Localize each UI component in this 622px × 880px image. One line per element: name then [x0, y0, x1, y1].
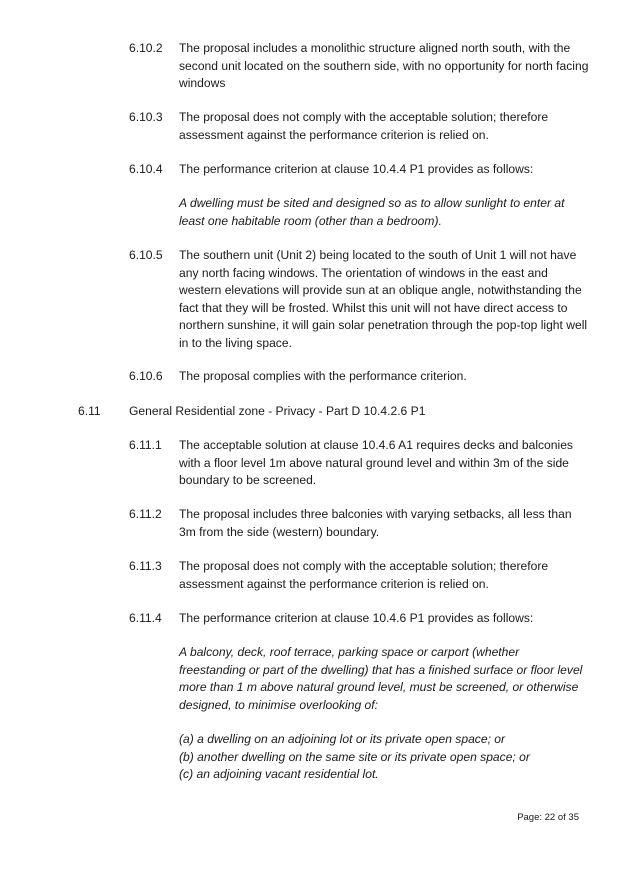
- paragraph-6-10-5: [129, 247, 589, 352]
- paragraph-6-10-2: [129, 40, 589, 93]
- paragraph-number: 6.11.1: [129, 438, 162, 452]
- quoted-criterion-list: [179, 731, 589, 784]
- paragraph-6-11-3: [129, 558, 589, 593]
- paragraph-number: 6.10.4: [129, 162, 163, 176]
- paragraph-6-11-2: [129, 506, 589, 541]
- paragraph-text: The performance criterion at clause 10.4.4 P1 provides as follows:: [179, 162, 534, 176]
- paragraph-text: The proposal includes a monolithic structure aligned north south, with the second unit located on the southern side, with no opportunity for north facing windows: [179, 41, 589, 90]
- paragraph-number: 6.10.2: [129, 41, 163, 55]
- quote-list-item: (a) a dwelling on an adjoining lot or its private open space; or: [179, 732, 506, 746]
- page-number-footer: Page: 22 of 35: [517, 812, 579, 823]
- paragraph-6-11-4: [129, 610, 589, 628]
- paragraph-text: The southern unit (Unit 2) being located to the south of Unit 1 will not have any north facing windows. The orientation of windows in the east and western elevations will provide sun at an oblique angle, notwithstanding the fact that they will be frosted. Whilst this unit will not have direct access to northern sunshine, it will gain solar penetration through the pop-top light well in to the living space.: [179, 248, 588, 350]
- paragraph-text: The performance criterion at clause 10.4.6 P1 provides as follows:: [179, 611, 534, 625]
- quote-list-item: (c) an adjoining vacant residential lot.: [179, 767, 379, 781]
- quoted-criterion-10-4-4: [179, 195, 589, 230]
- paragraph-number: 6.10.3: [129, 110, 163, 124]
- paragraph-text: The proposal complies with the performance criterion.: [179, 369, 467, 383]
- quote-list-item: (b) another dwelling on the same site or its private open space; or: [179, 749, 530, 764]
- paragraph-text: The proposal does not comply with the acceptable solution; therefore assessment against the performance criterion is relied on.: [179, 110, 549, 142]
- paragraph-6-10-3: [129, 109, 589, 144]
- paragraph-number: 6.11.4: [129, 611, 162, 625]
- paragraph-text: The proposal does not comply with the acceptable solution; therefore assessment against the performance criterion is relied on.: [179, 559, 549, 591]
- paragraph-6-10-6: [129, 368, 589, 386]
- quote-text: A dwelling must be sited and designed so as to allow sunlight to enter at least one habitable room (other than a bedroom).: [179, 196, 565, 228]
- quote-text: A balcony, deck, roof terrace, parking space or carport (whether freestanding or part of the dwelling) that has a finished surface or floor level more than 1 m above natural ground level, must be screened, or otherwise designed, to minimise overlooking of:: [179, 645, 583, 712]
- paragraph-text: The acceptable solution at clause 10.4.6 A1 requires decks and balconies with a floor level 1m above natural ground level and within 3m of the side boundary to be screened.: [179, 438, 573, 487]
- paragraph-text: The proposal includes three balconies with varying setbacks, all less than 3m from the side (western) boundary.: [179, 507, 572, 539]
- quoted-criterion-10-4-6: [179, 644, 589, 714]
- section-heading-6-11: [78, 403, 588, 421]
- paragraph-6-10-4: [129, 161, 589, 179]
- paragraph-number: 6.10.6: [129, 369, 163, 383]
- paragraph-number: 6.10.5: [129, 248, 163, 262]
- section-number: 6.11: [78, 404, 101, 418]
- paragraph-6-11-1: [129, 437, 589, 490]
- paragraph-number: 6.11.2: [129, 507, 162, 521]
- section-title: General Residential zone - Privacy - Part D 10.4.2.6 P1: [129, 404, 426, 418]
- paragraph-number: 6.11.3: [129, 559, 162, 573]
